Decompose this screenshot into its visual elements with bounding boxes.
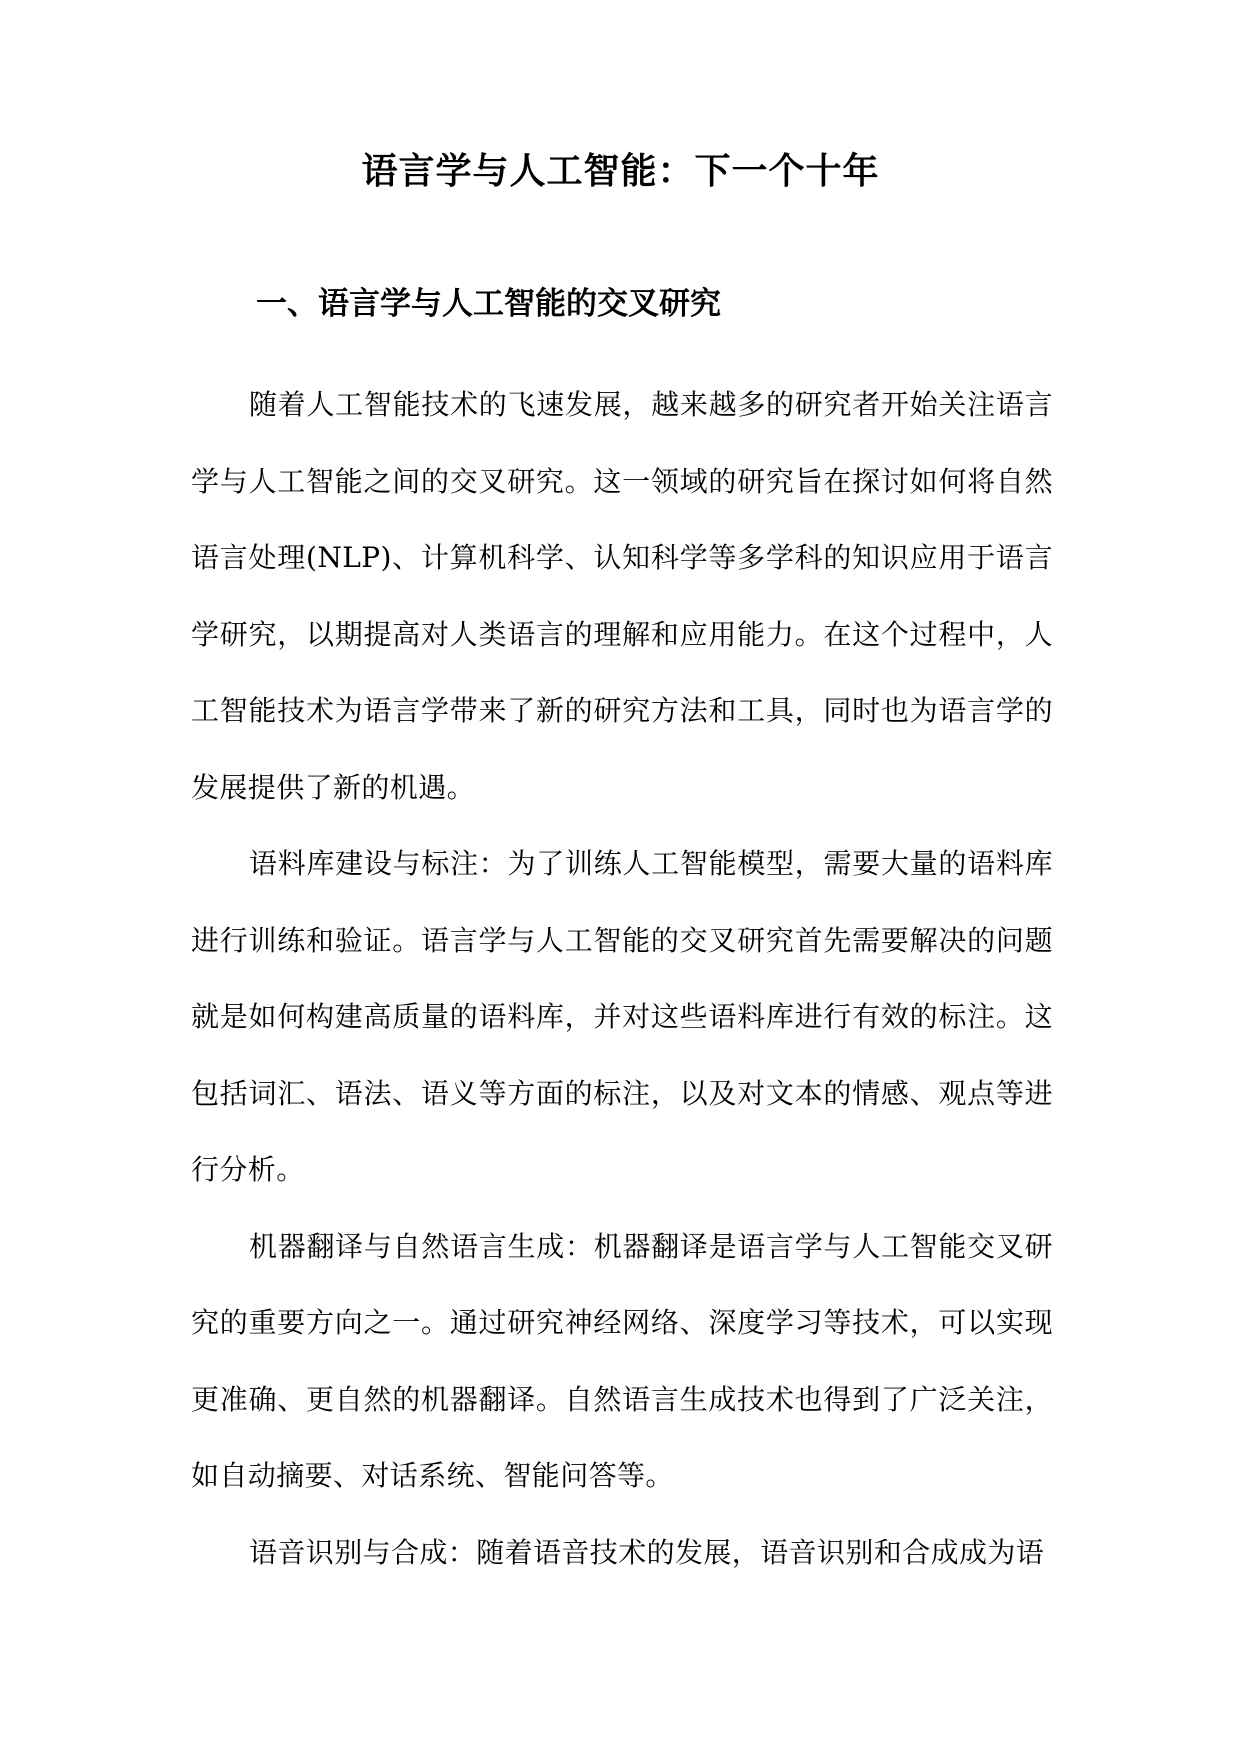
paragraph: 机器翻译与自然语言生成：机器翻译是语言学与人工智能交叉研究的重要方向之一。通过研究神经网络、深度学习等技术，可以实现更准确、更自然的机器翻译。自然语言生成技术也得到了广泛关注，如自动摘要、对话系统、智能问答等。 — [191, 1229, 1053, 1492]
paragraph: 随着人工智能技术的飞速发展，越来越多的研究者开始关注语言学与人工智能之间的交叉研究。这一领域的研究旨在探讨如何将自然语言处理(NLP)、计算机科学、认知科学等多学科的知识应用于语言学研究，以期提高对人类语言的理解和应用能力。在这个过程中，人工智能技术为语言学带来了新的研究方法和工具，同时也为语言学的发展提供了新的机遇。 — [191, 388, 1053, 804]
paragraph: 语音识别与合成：随着语音技术的发展，语音识别和合成成为语 — [249, 1535, 1045, 1569]
section-heading: 一、语言学与人工智能的交叉研究 — [256, 286, 721, 322]
document-title: 语言学与人工智能：下一个十年 — [361, 151, 880, 192]
paragraph: 语料库建设与标注：为了训练人工智能模型，需要大量的语料库进行训练和验证。语言学与人工智能的交叉研究首先需要解决的问题就是如何构建高质量的语料库，并对这些语料库进行有效的标注。这包括词汇、语法、语义等方面的标注，以及对文本的情感、观点等进行分析。 — [191, 847, 1053, 1186]
body-text — [191, 367, 1053, 1591]
